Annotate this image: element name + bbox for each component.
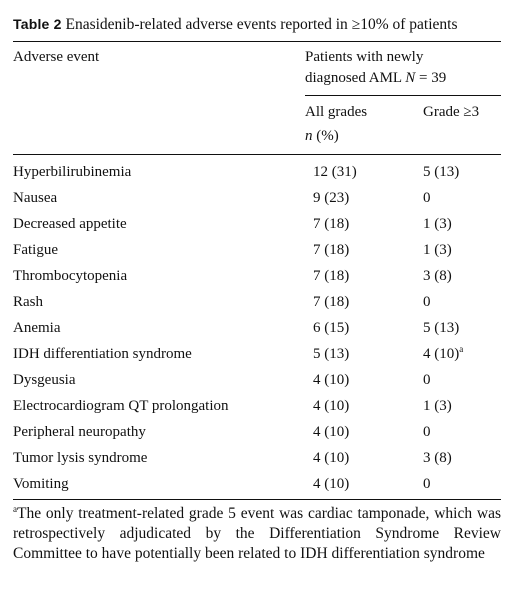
header-adverse-event: Adverse event <box>13 49 100 65</box>
adverse-event-name: Vomiting <box>13 476 69 492</box>
grade3-cell <box>423 237 501 263</box>
grade3-cell <box>423 471 501 497</box>
adverse-events-body <box>13 159 501 497</box>
grade3-value: 0 <box>423 190 431 206</box>
adverse-event-name: Decreased appetite <box>13 216 127 232</box>
footnote-marker: a <box>13 504 17 514</box>
grade3-cell <box>423 289 501 315</box>
adverse-event-name: Electrocardiogram QT prolongation <box>13 398 229 414</box>
header-group-line2: diagnosed AML N = 39 <box>305 70 447 86</box>
adverse-event-name: Peripheral neuropathy <box>13 424 146 440</box>
table-row <box>13 367 501 393</box>
adverse-event-name: Anemia <box>13 320 61 336</box>
grade3-cell <box>423 367 501 393</box>
grade3-cell <box>423 211 501 237</box>
table-row <box>13 289 501 315</box>
adverse-event-name: Dysgeusia <box>13 372 76 388</box>
grade3-value: 0 <box>423 372 431 388</box>
grade3-value: 0 <box>423 476 431 492</box>
table-row <box>13 159 501 185</box>
header-group-line1: Patients with newly <box>305 49 424 65</box>
grade3-value: 3 (8) <box>423 450 452 466</box>
grade3-cell <box>423 419 501 445</box>
header-n-percent: n (%) <box>305 128 339 144</box>
all-grades-value: 12 (31) <box>313 164 357 180</box>
table-caption <box>13 14 501 35</box>
subheader-row <box>13 96 501 154</box>
grade3-value: 4 (10) <box>423 346 460 362</box>
adverse-event-name: Rash <box>13 294 43 310</box>
grade3-value: 1 (3) <box>423 242 452 258</box>
grade3-value: 5 (13) <box>423 164 460 180</box>
header-bottom-rule <box>13 154 501 155</box>
adverse-event-name: Nausea <box>13 190 58 206</box>
all-grades-value: 9 (23) <box>313 190 350 206</box>
adverse-events-table <box>13 42 501 154</box>
grade3-cell <box>423 315 501 341</box>
table-figure <box>13 14 501 580</box>
table-label: Table 2 <box>13 16 62 32</box>
table-row <box>13 185 501 211</box>
all-grades-value: 4 (10) <box>313 424 350 440</box>
all-grades-value: 7 (18) <box>313 216 350 232</box>
header-grade3: Grade ≥3 <box>423 104 480 120</box>
adverse-event-name: Thrombocytopenia <box>13 268 128 284</box>
table-row <box>13 237 501 263</box>
footnote-text: The only treatment-related grade 5 event was cardiac tamponade, which was retrospectively adjudicated by the Differentiation Syndrome Review Committee to have potentially been related to IDH differentiation syndrome <box>13 505 501 562</box>
all-grades-value: 4 (10) <box>313 476 350 492</box>
adverse-event-name: Tumor lysis syndrome <box>13 450 148 466</box>
table-row <box>13 393 501 419</box>
all-grades-value: 4 (10) <box>313 398 350 414</box>
table-row <box>13 315 501 341</box>
grade3-value: 1 (3) <box>423 216 452 232</box>
table-row <box>13 341 501 367</box>
header-row <box>13 42 501 95</box>
grade3-cell <box>423 393 501 419</box>
grade3-value: 3 (8) <box>423 268 452 284</box>
grade3-cell <box>423 341 501 367</box>
body-bottom-rule <box>13 499 501 500</box>
grade3-value: 0 <box>423 294 431 310</box>
grade3-cell <box>423 263 501 289</box>
table-footnote <box>13 504 501 564</box>
grade3-cell <box>423 159 501 185</box>
grade3-value: 5 (13) <box>423 320 460 336</box>
all-grades-value: 6 (15) <box>313 320 350 336</box>
table-row <box>13 471 501 497</box>
all-grades-value: 7 (18) <box>313 242 350 258</box>
all-grades-value: 4 (10) <box>313 372 350 388</box>
grade3-footnote-marker: a <box>459 344 464 354</box>
table-row <box>13 445 501 471</box>
table-row <box>13 263 501 289</box>
all-grades-value: 7 (18) <box>313 294 350 310</box>
adverse-event-name: Fatigue <box>13 242 58 258</box>
grade3-cell <box>423 185 501 211</box>
table-title: Enasidenib-related adverse events reported in ≥10% of patients <box>65 16 458 33</box>
grade3-cell <box>423 445 501 471</box>
grade3-value: 0 <box>423 424 431 440</box>
header-all-grades: All grades <box>305 104 368 120</box>
table-row <box>13 211 501 237</box>
adverse-event-name: Hyperbilirubinemia <box>13 164 132 180</box>
table-row <box>13 419 501 445</box>
all-grades-value: 4 (10) <box>313 450 350 466</box>
all-grades-value: 5 (13) <box>313 346 350 362</box>
adverse-event-name: IDH differentiation syndrome <box>13 346 192 362</box>
all-grades-value: 7 (18) <box>313 268 350 284</box>
grade3-value: 1 (3) <box>423 398 452 414</box>
